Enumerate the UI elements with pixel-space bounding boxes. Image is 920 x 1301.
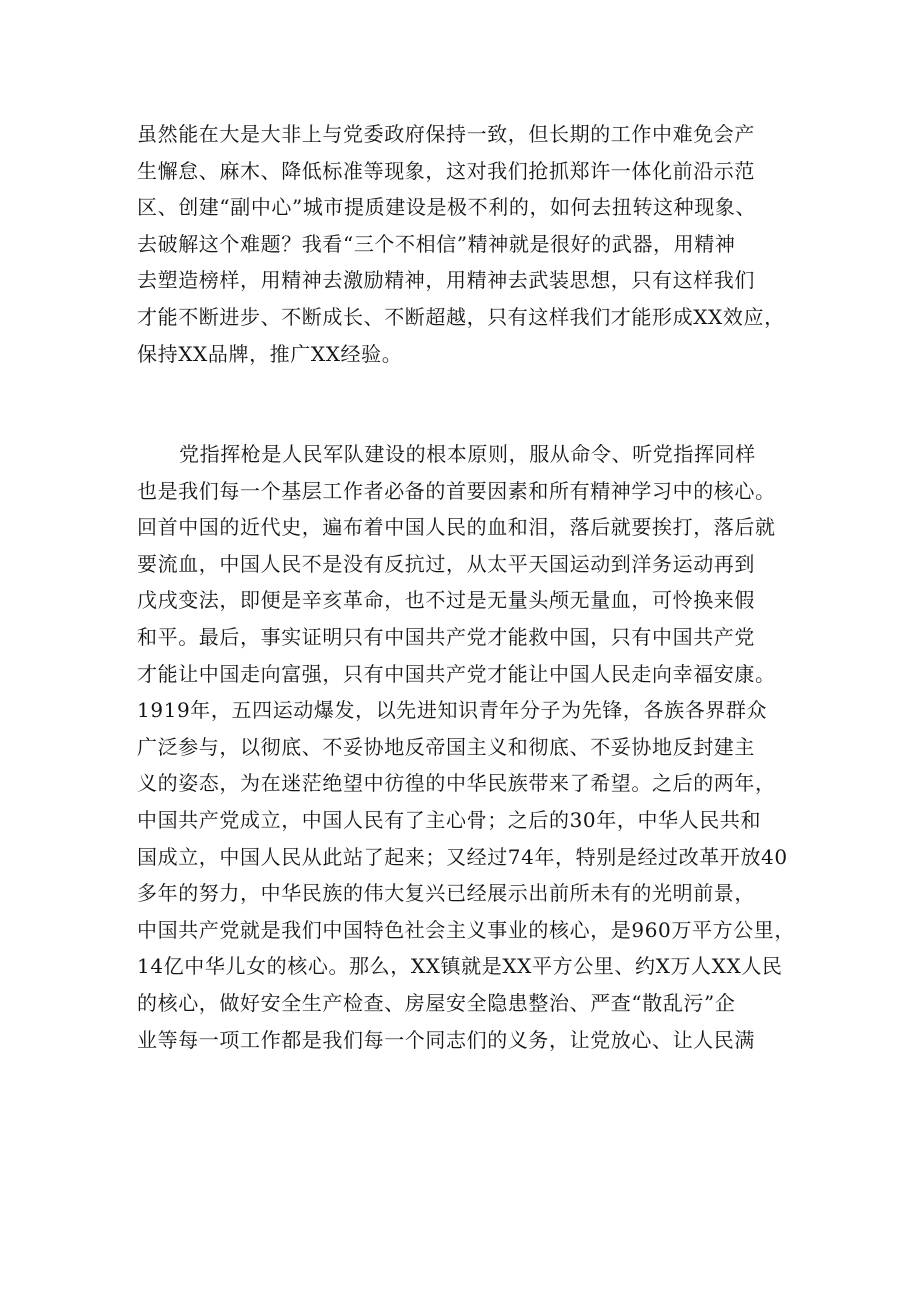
- text-line: 去破解这个难题？我看“三个不相信”精神就是很好的武器，用精神: [137, 231, 736, 256]
- text-line: 要流血，中国人民不是没有反抗过，从太平天国运动到洋务运动再到: [137, 551, 755, 576]
- text-line: 义的姿态，为在迷茫绝望中彷徨的中华民族带来了希望。之后的两年，: [137, 771, 776, 796]
- text-line-first: 党指挥枪是人民军队建设的根本原则，服从命令、听党指挥同样: [179, 442, 756, 466]
- text-line: 多年的努力，中华民族的伟大复兴已经展示出前所未有的光明前景，: [137, 881, 755, 906]
- text-line: 中国共产党就是我们中国特色社会主义事业的核心，是960万平方公里，: [137, 917, 795, 942]
- text-line: 14亿中华儿女的核心。那么，XX镇就是XX平方公里、约X万人XX人民: [137, 954, 783, 979]
- paragraph-2: [137, 436, 797, 1058]
- text-line: 区、创建“副中心”城市提质建设是极不利的，如何去扭转这种现象、: [137, 195, 757, 220]
- text-line: 业等每一项工作都是我们每一个同志们的义务，让党放心、让人民满: [137, 1027, 755, 1052]
- text-line: 戊戌变法，即便是辛亥革命，也不过是无量头颅无量血，可怜换来假: [137, 588, 755, 613]
- text-line: 国成立，中国人民从此站了起来；又经过74年，特别是经过改革开放40: [137, 844, 788, 869]
- text-line: 才能不断进步、不断成长、不断超越，只有这样我们才能形成XX效应，: [137, 304, 785, 329]
- text-line: 生懈怠、麻木、降低标准等现象，这对我们抢抓郑许一体化前沿示范: [137, 158, 755, 183]
- text-line: 广泛参与，以彻底、不妥协地反帝国主义和彻底、不妥协地反封建主: [137, 734, 755, 759]
- text-line: 去塑造榜样，用精神去激励精神，用精神去武装思想，只有这样我们: [137, 268, 755, 293]
- text-line: 中国共产党成立，中国人民有了主心骨；之后的30年，中华人民共和: [137, 807, 762, 832]
- text-line: 才能让中国走向富强，只有中国共产党才能让中国人民走向幸福安康。: [137, 661, 776, 686]
- text-line: 和平。最后，事实证明只有中国共产党才能救中国，只有中国共产党: [137, 624, 755, 649]
- paragraph-1: [137, 116, 797, 372]
- text-line: 的核心，做好安全生产检查、房屋安全隐患整治、严查“散乱污”企: [137, 990, 736, 1015]
- text-line: 也是我们每一个基层工作者必备的首要因素和所有精神学习中的核心。: [137, 478, 776, 503]
- text-line: 虽然能在大是大非上与党委政府保持一致，但长期的工作中难免会产: [137, 122, 755, 146]
- text-line: 1919年，五四运动爆发，以先进知识青年分子为先锋，各族各界群众: [137, 698, 768, 723]
- text-line: 保持XX品牌，推广XX经验。: [137, 341, 403, 366]
- text-line: 回首中国的近代史，遍布着中国人民的血和泪，落后就要挨打，落后就: [137, 515, 776, 540]
